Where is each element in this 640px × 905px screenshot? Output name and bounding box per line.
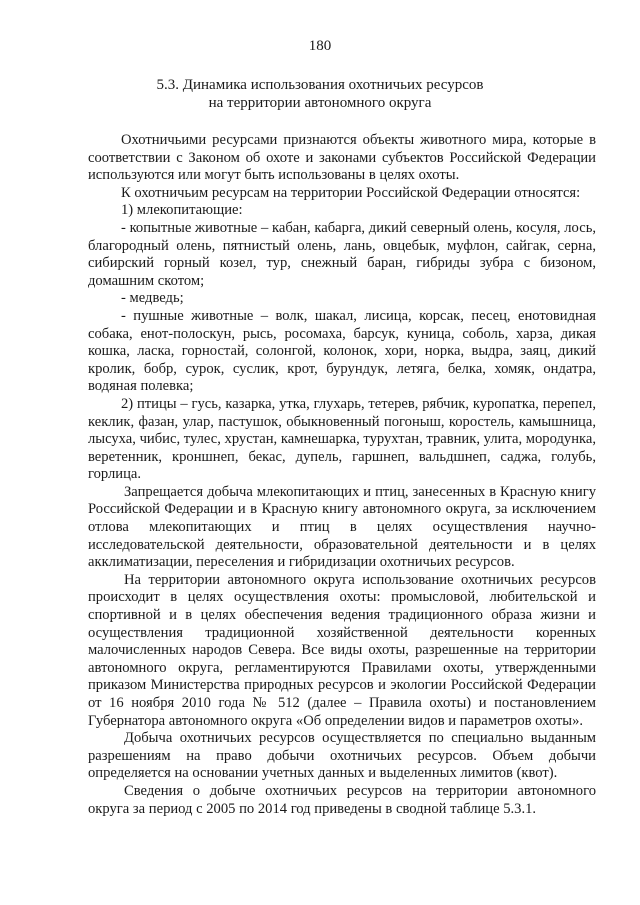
section-heading-line-1: 5.3. Динамика использования охотничьих ресурсов	[156, 77, 484, 93]
list-item-fur-animals: - пушные животные – волк, шакал, лисица, корсак, песец, енотовидная собака, енот-полоскун, рысь, росомаха, барсук, куница, соболь, харза, дикая кошка, ласка, горностай, солонгой, колонок, хори, норка, выдра, заяц, дикий кролик, бобр, сурок, суслик, крот, бурундук, летяга, белка, хомяк, ондатра, водяная полевка;	[88, 307, 596, 395]
paragraph-game-resources-definition: Охотничьими ресурсами признаются объекты животного мира, которые в соответствии с Законом об охоте и законами субъектов Российской Федерации используются или могут быть использованы в целях охоты.	[88, 132, 596, 184]
list-item-ungulates: - копытные животные – кабан, кабарга, дикий северный олень, косуля, лось, благородный олень, пятнистый олень, лань, овцебык, муфлон, сайгак, серна, сибирский горный козел, тур, снежный баран, гибриды зубра с бизоном, домашним скотом;	[88, 219, 596, 289]
page-number: 180	[308, 38, 332, 54]
paragraph-hunting-purposes: На территории автономного округа использование охотничьих ресурсов происходит в целях осуществления охоты: промысловой, любительской и спортивной и в целях обеспечения ведения традиционного образа жизни и осуществления традиционной хозяйственной деятельности коренных малочисленных народов Севера. Все виды охоты, разрешенные на территории автономного округа, регламентируются Правилами охоты, утвержденными приказом Министерства природных ресурсов и экологии Российской Федерации от 16 ноября 2010 года № 512 (далее – Правила охоты) и постановлением Губернатора автономного округа «Об определении видов и параметров охоты».	[88, 571, 596, 729]
paragraph-table-reference: Сведения о добыче охотничьих ресурсов на территории автономного округа за период с 2005 по 2014 год приведены в сводной таблице 5.3.1.	[88, 782, 596, 817]
body-text	[88, 132, 596, 818]
paragraph-harvest-permits: Добыча охотничьих ресурсов осуществляется по специально выданным разрешениям на право добычи охотничьих ресурсов. Объем добычи определяется на основании учетных данных и выделенных лимитов (квот).	[88, 730, 596, 782]
list-item-birds: 2) птицы – гусь, казарка, утка, глухарь, тетерев, рябчик, куропатка, перепел, кеклик, фазан, улар, пастушок, обыкновенный погоныш, коростель, камышница, лысуха, чибис, тулес, хрустан, камнешарка, турухтан, травник, улита, мородунка, веретенник, кроншнеп, бекас, дупель, гаршнеп, вальдшнеп, саджа, голубь, горлица.	[88, 395, 596, 483]
paragraph-red-book-prohibition: Запрещается добыча млекопитающих и птиц, занесенных в Красную книгу Российской Федерации и в Красную книгу автономного округа, за исключением отлова млекопитающих и птиц в целях осуществления научно-исследовательской деятельности, образовательной деятельности и в целях акклиматизации, переселения и гибридизации охотничьих ресурсов.	[88, 483, 596, 571]
paragraph-game-resources-intro: К охотничьим ресурсам на территории Российской Федерации относятся:	[121, 184, 581, 201]
section-heading-line-2: на территории автономного округа	[208, 94, 432, 111]
list-item-mammals: 1) млекопитающие:	[121, 202, 243, 219]
list-item-bear: - медведь;	[121, 290, 184, 307]
section-heading	[0, 77, 640, 112]
